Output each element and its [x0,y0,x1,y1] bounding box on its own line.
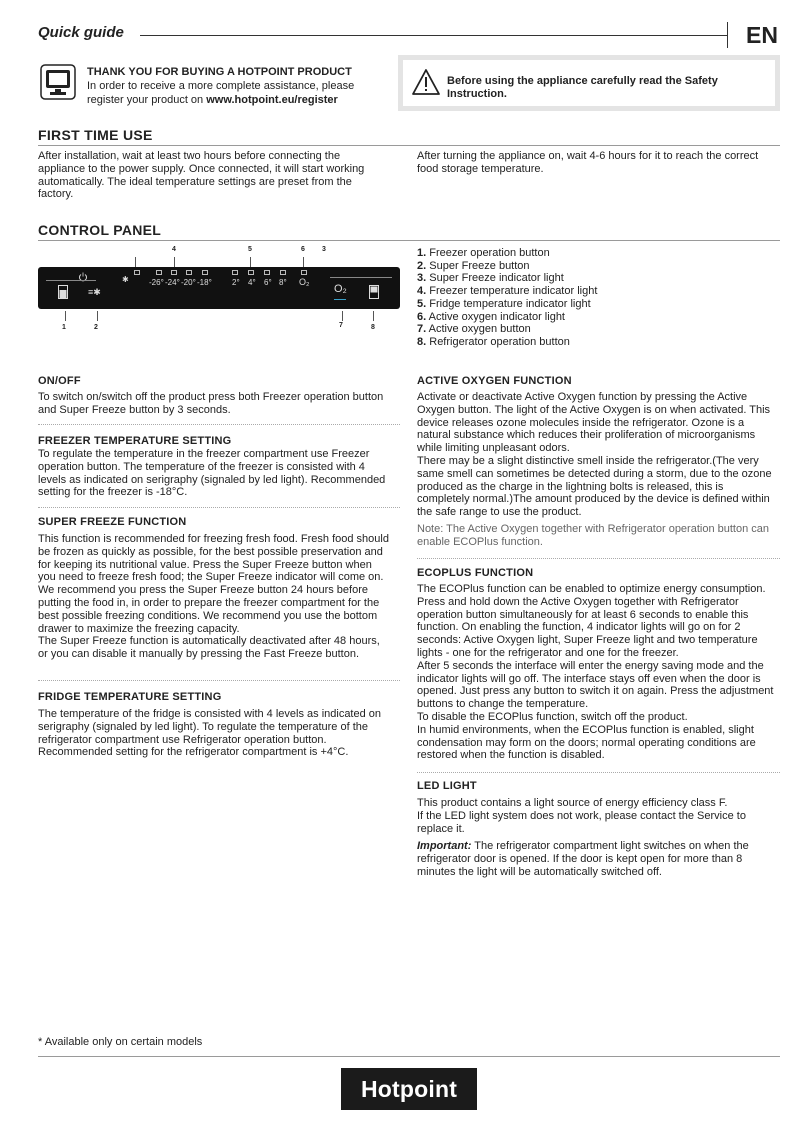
warning-icon [411,68,441,101]
led-indicator [171,270,177,275]
language-code: EN [746,22,778,48]
callout-2: 2 [94,324,98,331]
dotted-divider [38,680,400,681]
safety-warning-text: Before using the appliance carefully read the Safety Instruction. [447,75,718,100]
important-label: Important: [417,840,472,852]
freezer-temp-label: -26° [149,278,164,287]
callout-7: 7 [339,322,343,329]
callout-leader [303,257,304,267]
callout-3: 3 [322,246,326,253]
section-rule [38,240,780,241]
led-important [417,840,772,878]
dotted-divider [417,772,780,773]
led-indicator [202,270,208,275]
callout-1: 1 [62,324,66,331]
led-heading: LED LIGHT [417,780,477,792]
dotted-divider [38,424,400,425]
doc-title: Quick guide [38,24,124,41]
led-indicator [264,270,270,275]
ecoplus-text: The ECOPlus function can be enabled to optimize energy consumption. Press and hold down the Active Oxygen together with Refrigerator operation button simultaneously for at least 6 seconds to enable this function. On enabling the function, 4 indicator lights will go on for 2 seconds: Active Oxygen light, Super Freeze light and two temperature lights - one for the refrigerator and one for the freezer. After 5 seconds the interface will enter the energy saving mode and the indicator lights will go off. The interface stays off even when the door is opened. Just press any button to switch it on again. Press the adjustment buttons to change the temperature. To disable the ECOPlus function, switch off the product. In humid environments, when the ECOPlus function is enabled, slight condensation may form on the doors; normal operating conditions are restored when the function is disabled. [417,583,774,762]
register-link[interactable]: www.hotpoint.eu/register [206,94,338,106]
section-title: FIRST TIME USE [38,127,153,143]
first-time-use-left: After installation, wait at least two hours before connecting the appliance to the power supply. Once connected, it will start working automatically. The ideal temperature settings are preset from the factory. [38,150,365,201]
hotpoint-logo: Hotpoint [341,1068,477,1110]
fridge-temp-label: 6° [264,278,272,287]
callout-leader [373,311,374,321]
callout-leader [250,257,251,267]
safety-warning-box [398,55,780,111]
freezer-temp-text: To regulate the temperature in the freezer compartment use Freezer operation button. The temperature of the freezer is consisted with 4 levels as indicated on serigraphy (signaled by led light). Recommended setting for the freezer is -18°C. [38,448,386,499]
callout-leader [65,311,66,321]
oxygen-accent-line [334,299,346,300]
onoff-text: To switch on/switch off the product press both Freezer operation button and Super Freeze button by 3 seconds. [38,391,384,416]
super-freeze-text: This function is recommended for freezing fresh food. Fresh food should be frozen as quickly as possible, for the best possible preservation and for keeping its nutritional value. Press the Super Freeze button when you need to freeze fresh food; the Super Freeze indicator will come on. We recommend you press the Super Freeze button 24 hours before putting the food in, in order to prepare the freezer compartment for the best possible freezing conditions. We recommend you use the bottom drawer to maximize the freezing capacity. The Super Freeze function is automatically deactivated after 48 hours, or you can disable it manually by pressing the Fast Freeze button. [38,533,389,661]
dotted-divider [38,507,400,508]
footer-rule [38,1056,780,1057]
freezer-operation-icon[interactable] [58,285,68,304]
legend-item: 6. Active oxygen indicator light [417,310,565,323]
control-panel-diagram [38,267,400,309]
led-indicator [301,270,307,275]
computer-icon [40,64,76,105]
fridge-temp-label: 4° [248,278,256,287]
callout-4: 4 [172,246,176,253]
active-oxygen-button[interactable]: O₂ [334,283,347,295]
fridge-temp-label: 8° [279,278,287,287]
callout-leader [97,311,98,321]
header-divider [727,22,728,48]
led-indicator [156,270,162,275]
thank-you-heading: THANK YOU FOR BUYING A HOTPOINT PRODUCT [87,66,352,78]
callout-leader [174,257,175,267]
important-text: The refrigerator compartment light switches on when the refrigerator door is opened. If the door is kept open for more than 8 minutes the light will be automatically switched off. [417,840,749,878]
control-legend [417,247,597,349]
led-indicator [134,270,140,275]
dotted-divider [417,558,780,559]
led-text: This product contains a light source of energy efficiency class F. If the LED light system does not work, please contact the Service to replace it. [417,797,746,835]
fridge-temp-label: 2° [232,278,240,287]
callout-leader [135,257,136,267]
led-indicator [248,270,254,275]
fridge-temp-heading: FRIDGE TEMPERATURE SETTING [38,691,222,703]
callout-5: 5 [248,246,252,253]
header-rule [140,35,728,36]
fridge-temp-text: The temperature of the fridge is consisted with 4 levels as indicated on serigraphy (signaled by led light). To regulate the temperature of the refrigerator compartment use Refrigerator operation button. Recommended setting for the refrigerator compartment is +4°C. [38,708,382,759]
freezer-temp-label: -20° [181,278,196,287]
legend-item: 8. Refrigerator operation button [417,335,570,348]
active-oxygen-text: Activate or deactivate Active Oxygen function by pressing the Active Oxygen button. The light of the Active Oxygen is on when activated. This device releases ozone molecules inside the refrigerator. Ozone is a natural substance which reduces their proliferation of microorganisms while limiting unpleasant odors. There may be a slight distinctive smell inside the refrigerator.(The very same smell can sometimes be detected during a storm, due to the ozone produced as the charge in the lightning bolts is released, this is completely normal.)The amount produced by the device is defined within the safe range to use the product. [417,391,772,519]
super-freeze-icon[interactable]: ≡✱ [88,287,101,297]
led-indicator [232,270,238,275]
power-icon [78,269,88,287]
panel-line [330,277,392,278]
led-indicator [280,270,286,275]
snowflake-icon: ✱ [122,275,129,284]
legend-item: 2. Super Freeze button [417,259,530,272]
callout-8: 8 [371,324,375,331]
refrigerator-operation-icon[interactable] [369,285,379,304]
callout-leader [342,311,343,321]
control-panel-heading [38,222,161,238]
freezer-temp-label: -24° [165,278,180,287]
intro-block [87,65,387,107]
led-indicator [186,270,192,275]
legend-item: 1. Freezer operation button [417,247,550,259]
callout-6: 6 [301,246,305,253]
legend-item: 5. Fridge temperature indicator light [417,297,591,310]
legend-item: 7. Active oxygen button [417,323,531,336]
footnote: * Available only on certain models [38,1036,203,1048]
first-time-use-right: After turning the appliance on, wait 4-6 hours for it to reach the correct food storage temperature. [417,150,759,175]
register-prefix: register your product on [87,94,207,106]
first-time-use-heading [38,127,153,143]
section-title: CONTROL PANEL [38,222,162,238]
active-oxygen-note: Note: The Active Oxygen together with Refrigerator operation button can enable ECOPlus function. [417,523,769,548]
active-oxygen-heading: ACTIVE OXYGEN FUNCTION [417,375,572,387]
ecoplus-heading: ECOPLUS FUNCTION [417,567,534,579]
panel-line [46,280,96,281]
section-rule [38,145,780,146]
freezer-temp-label: -18° [197,278,212,287]
freezer-temp-heading: FREEZER TEMPERATURE SETTING [38,435,232,447]
onoff-heading: ON/OFF [38,375,81,387]
o2-indicator-label: O₂ [299,277,310,287]
legend-item: 4. Freezer temperature indicator light [417,285,598,298]
legend-item: 3. Super Freeze indicator light [417,272,564,285]
super-freeze-heading: SUPER FREEZE FUNCTION [38,516,187,528]
intro-line: In order to receive a more complete assistance, please [87,80,355,92]
